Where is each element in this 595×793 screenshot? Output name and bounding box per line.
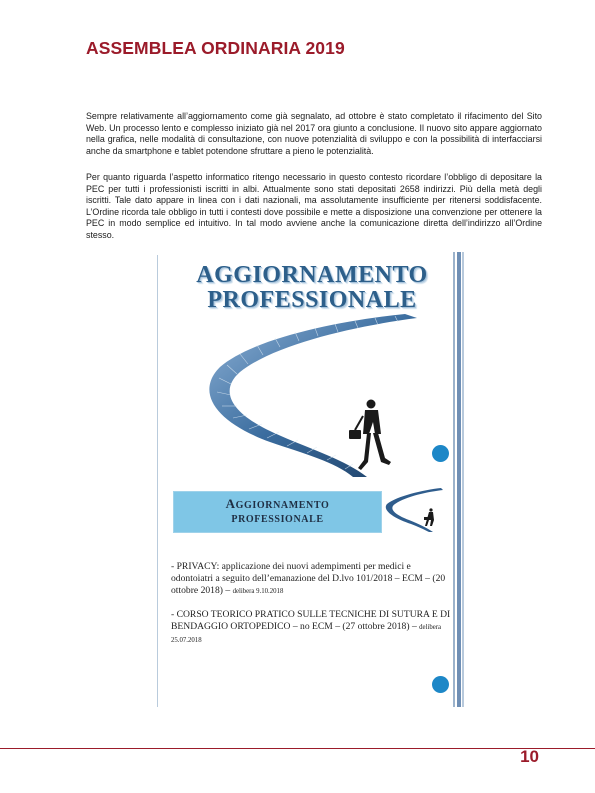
slide-item-corso: - CORSO TEORICO PRATICO SULLE TECNICHE DI SUTURA E DI BENDAGGIO ORTOPEDICO – no ECM – (27 ottobre 2018) – delibera 25.07.2018 [171, 609, 451, 645]
blue-dot-decoration [432, 676, 449, 693]
blue-dot-decoration [432, 445, 449, 462]
body-paragraph-website: Sempre relativamente all’aggiornamento come già segnalato, ad ottobre è stato completato il rifacimento del Sito Web. Un processo lento e complesso iniziato già nel 2017 ora giunto a conclusione. Il nuovo sito appare aggiornato nella grafica, nelle modalità di consultazione, con nuove potenzialità di sviluppo e con la possibilità di interfacciarsi anche da smartphone e tablet potendone sfruttare a pieno le potenzialità. [86, 111, 542, 156]
slide-right-bar [453, 252, 455, 707]
slide-title-line1: AGGIORNAMENTO [196, 262, 428, 288]
slide-item-privacy: - PRIVACY: applicazione dei nuovi adempimenti per medici e odontoiatri a seguito dell’emanazione del D.lvo 101/2018 – ECM – (20 ottobre 2018) – delibera 9.10.2018 [171, 561, 446, 597]
banner-line1: AGGIORNAMENTO [225, 496, 330, 511]
page-number: 10 [520, 747, 539, 766]
staircase-illustration [195, 312, 425, 482]
slide-right-bar [462, 252, 464, 707]
banner-line2: PROFESSIONALE [231, 514, 324, 525]
slide-title-line2: PROFESSIONALE [207, 287, 417, 313]
page-header-title: ASSEMBLEA ORDINARIA 2019 [86, 38, 345, 58]
footer-rule [0, 748, 595, 749]
slide-left-border [157, 255, 158, 707]
body-paragraph-pec: Per quanto riguarda l’aspetto informatico ritengo necessario in questo contesto ricordare l’obbligo di depositare la PEC per tutti i professionisti iscritti in albi. Attualmente sono stati depositati 2658 indirizzi. Più della metà degli iscritti. Tale dato appare in linea con i dati nazionali, ma assolutamente insufficiente per ritenersi soddisfacente. L’Ordine ricorda tale obbligo in tutti i contesti dove possibile e mette a disposizione una convenzione per ottenere la PEC in modo semplice ed intuitivo. In tal modo avviene anche la comunicazione diretta dell’indirizzo all’Ordine stesso. [86, 172, 542, 240]
slide-banner [173, 491, 382, 533]
small-staircase-icon [383, 486, 445, 534]
slide-right-bar [457, 252, 461, 707]
businessman-figure [349, 400, 391, 471]
